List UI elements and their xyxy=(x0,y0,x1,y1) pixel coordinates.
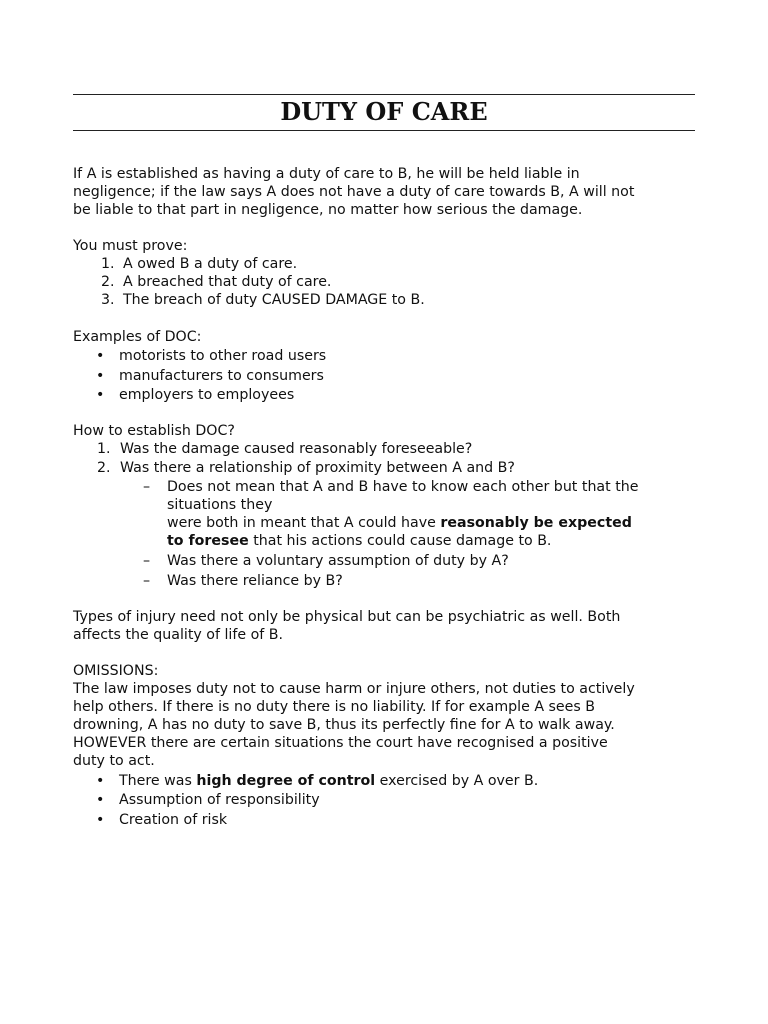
omissions-line-2: help others. If there is no duty there is no liability. If for example A sees B xyxy=(73,699,596,715)
bullet-marker: • xyxy=(96,368,105,384)
prove-number-2: 2. xyxy=(101,274,115,290)
proximity-line-4 xyxy=(167,532,551,550)
bullet-marker: • xyxy=(96,812,105,828)
omissions-line-5: duty to act. xyxy=(73,753,155,769)
bullet-marker: • xyxy=(96,773,105,789)
prove-item-3: The breach of duty CAUSED DAMAGE to B. xyxy=(123,292,425,308)
title-bottom-rule xyxy=(73,130,695,131)
intro-line-3: be liable to that part in negligence, no matter how serious the damage. xyxy=(73,202,583,218)
establish-item-2: Was there a relationship of proximity between A and B? xyxy=(120,460,515,476)
proximity-line-2: situations they xyxy=(167,497,273,513)
bullet-marker: • xyxy=(96,792,105,808)
reliance-item: Was there reliance by B? xyxy=(167,573,343,589)
establish-number-2: 2. xyxy=(97,460,111,476)
example-item-1: motorists to other road users xyxy=(119,348,327,364)
proximity-line-3-bold: reasonably be expected xyxy=(440,515,632,531)
intro-line-2: negligence; if the law says A does not have a duty of care towards B, A will not xyxy=(73,184,635,200)
prove-item-1: A owed B a duty of care. xyxy=(123,256,298,272)
omissions-line-1: The law imposes duty not to cause harm or injure others, not duties to actively xyxy=(73,681,635,697)
establish-heading: How to establish DOC? xyxy=(73,423,235,439)
establish-item-1: Was the damage caused reasonably foreseeable? xyxy=(120,441,473,457)
risk-item: Creation of risk xyxy=(119,812,228,828)
dash-marker: – xyxy=(143,479,151,495)
control-item-pre: There was xyxy=(119,773,197,789)
establish-number-1: 1. xyxy=(97,441,111,457)
omissions-heading: OMISSIONS: xyxy=(73,663,159,679)
prove-heading: You must prove: xyxy=(73,238,188,254)
intro-line-1: If A is established as having a duty of care to B, he will be held liable in xyxy=(73,166,580,182)
bullet-marker: • xyxy=(96,387,105,403)
voluntary-assumption-item: Was there a voluntary assumption of duty by A? xyxy=(167,553,509,569)
injury-line-2: affects the quality of life of B. xyxy=(73,627,284,643)
proximity-line-1: Does not mean that A and B have to know each other but that the xyxy=(167,479,639,495)
bullet-marker: • xyxy=(96,348,105,364)
dash-marker: – xyxy=(143,553,151,569)
prove-item-2: A breached that duty of care. xyxy=(123,274,332,290)
omissions-line-3: drowning, A has no duty to save B, thus its perfectly fine for A to walk away. xyxy=(73,717,615,733)
prove-number-3: 3. xyxy=(101,292,115,308)
example-item-2: manufacturers to consumers xyxy=(119,368,324,384)
responsibility-item: Assumption of responsibility xyxy=(119,792,320,808)
proximity-line-3 xyxy=(167,514,632,532)
injury-line-1: Types of injury need not only be physical but can be psychiatric as well. Both xyxy=(73,609,621,625)
proximity-line-3-text: were both in meant that A could have xyxy=(167,515,441,531)
examples-heading: Examples of DOC: xyxy=(73,329,202,345)
omissions-line-4: HOWEVER there are certain situations the court have recognised a positive xyxy=(73,735,608,751)
page-title: DUTY OF CARE xyxy=(280,97,488,126)
control-item-post: exercised by A over B. xyxy=(375,773,539,789)
proximity-line-4-text: that his actions could cause damage to B. xyxy=(248,533,552,549)
proximity-line-4-bold: to foresee xyxy=(167,533,249,549)
dash-marker: – xyxy=(143,573,151,589)
prove-number-1: 1. xyxy=(101,256,115,272)
control-item-bold: high degree of control xyxy=(196,773,376,789)
control-item xyxy=(119,772,538,790)
example-item-3: employers to employees xyxy=(119,387,295,403)
